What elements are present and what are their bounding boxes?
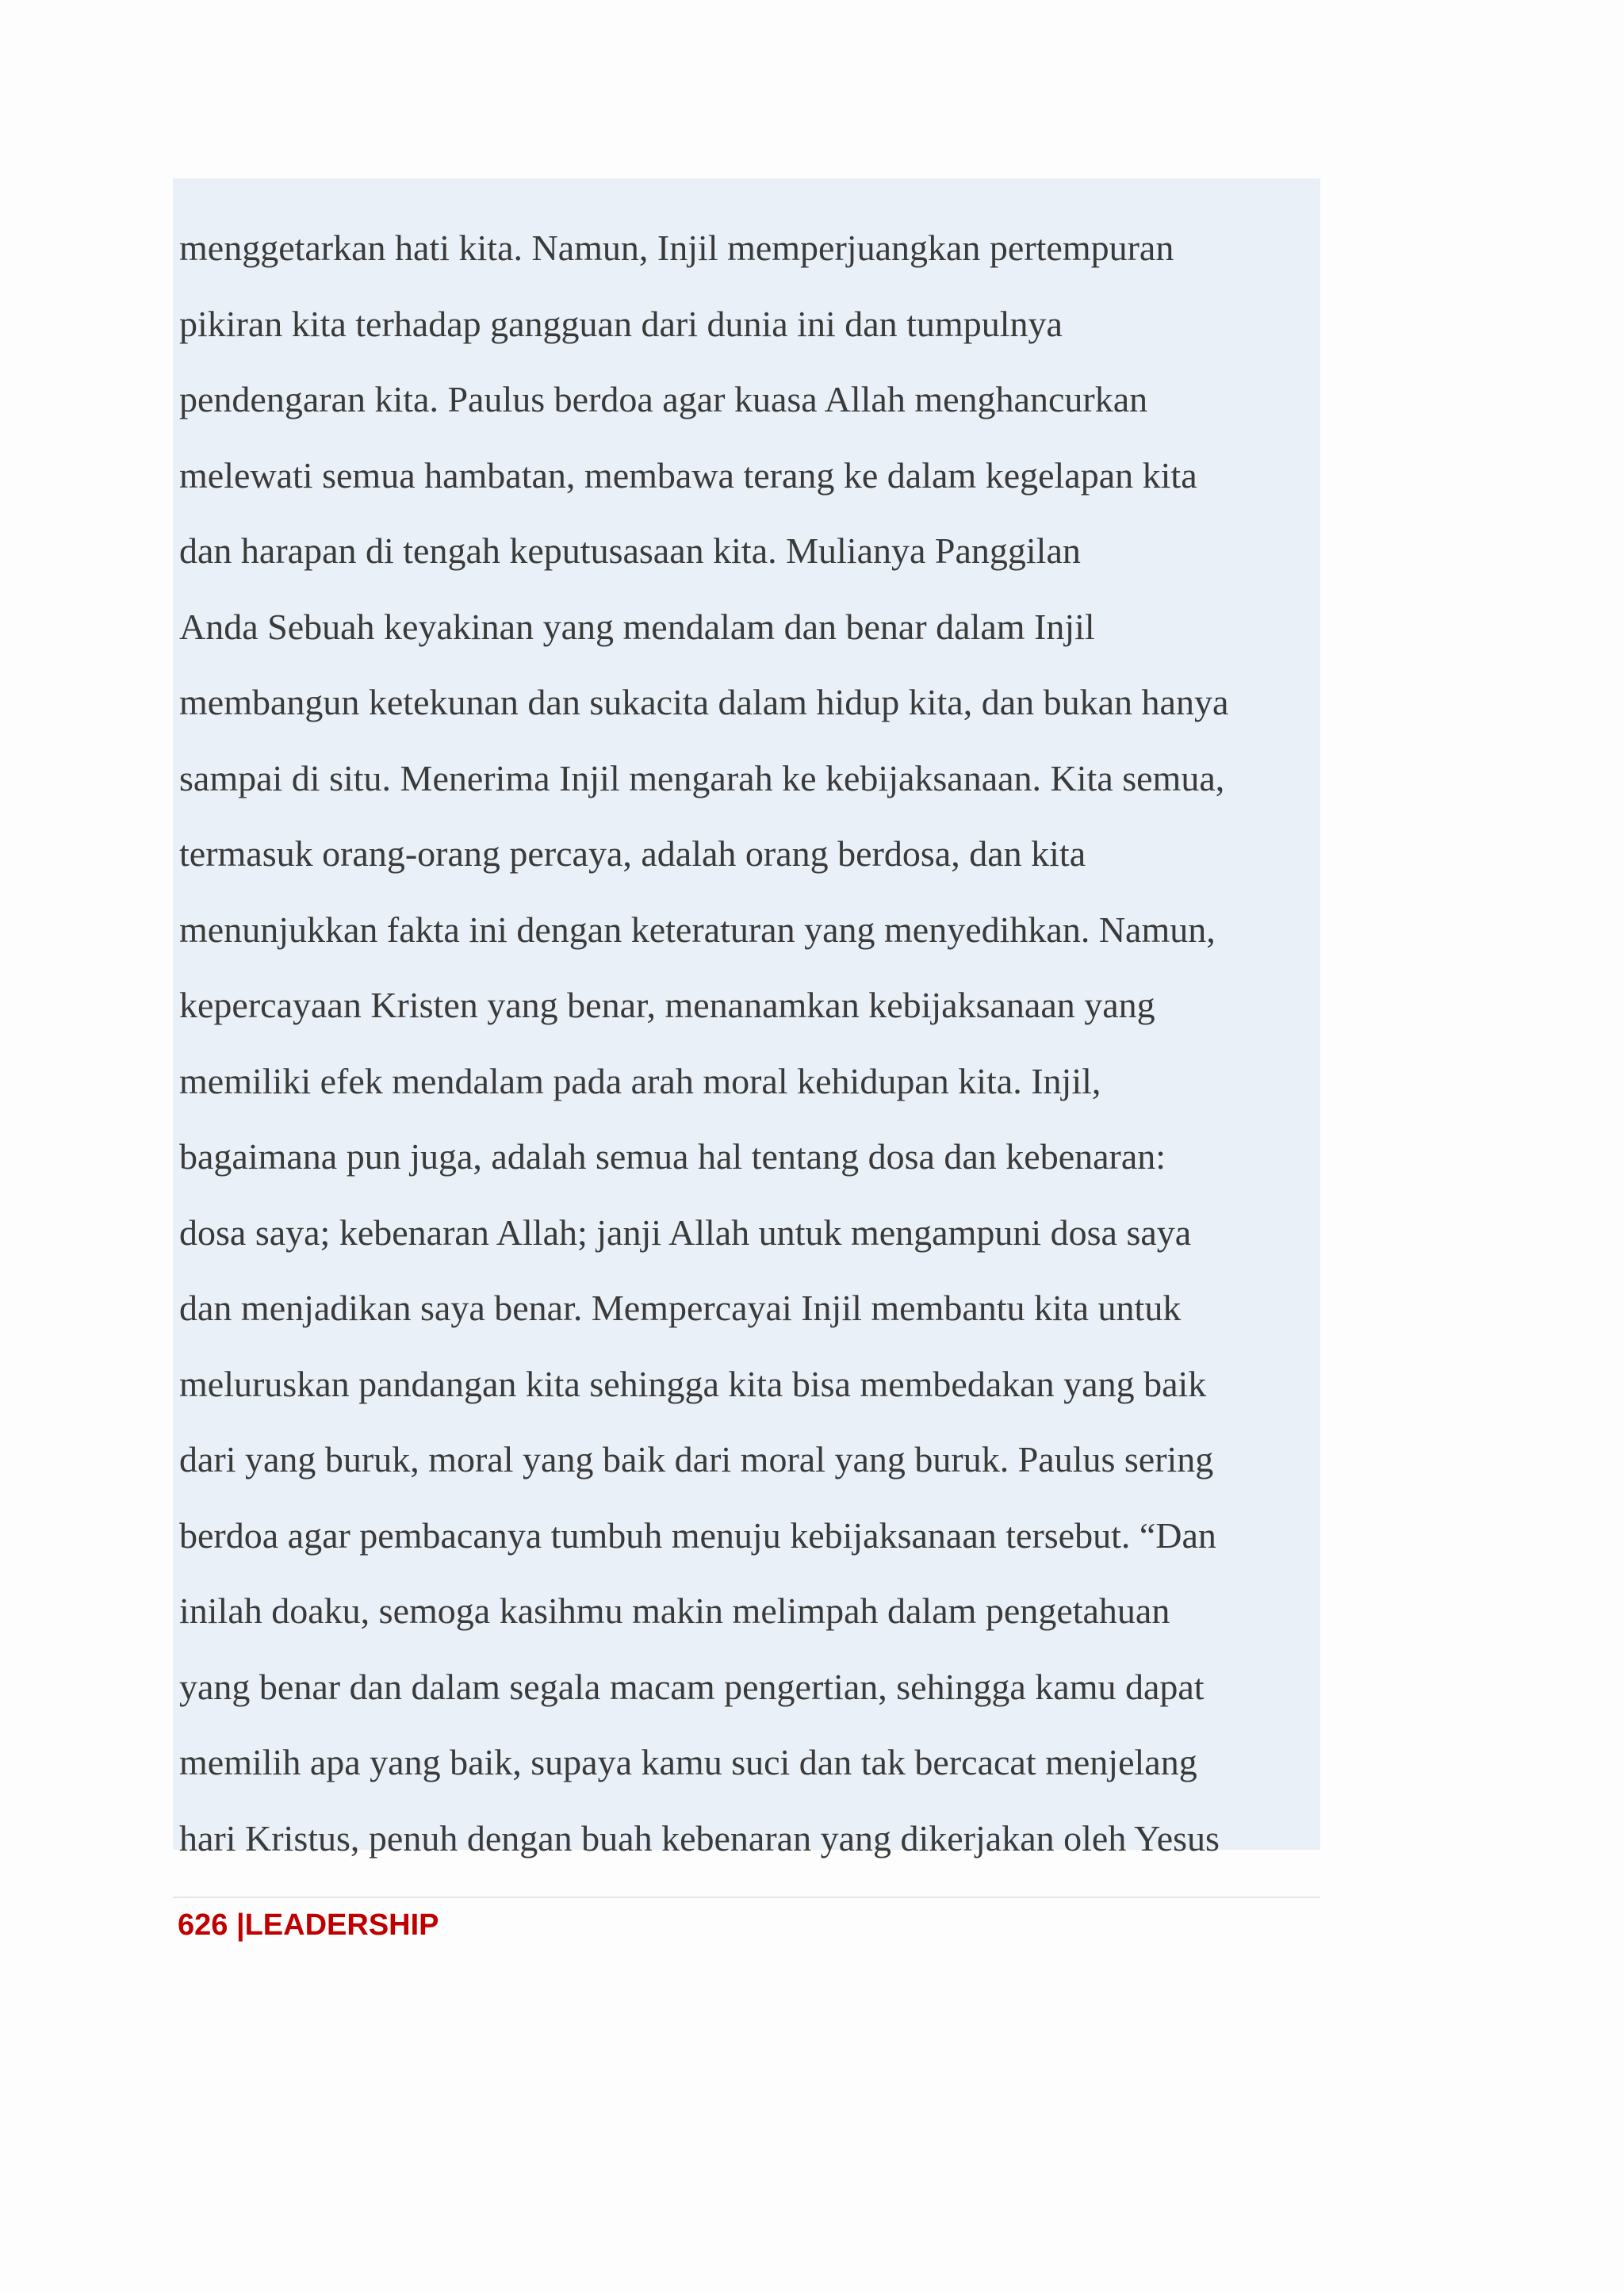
body-line: pikiran kita terhadap gangguan dari dunia ini dan tumpulnya — [179, 303, 1063, 344]
body-line: dan menjadikan saya benar. Mempercayai Injil membantu kita untuk — [179, 1288, 1182, 1328]
body-line: meluruskan pandangan kita sehingga kita bisa membedakan yang baik — [179, 1363, 1207, 1404]
body-line: menggetarkan hati kita. Namun, Injil memperjuangkan pertempuran — [179, 228, 1174, 268]
body-line: dari yang buruk, moral yang baik dari moral yang buruk. Paulus sering — [179, 1439, 1214, 1480]
body-line: yang benar dan dalam segala macam pengertian, sehingga kamu dapat — [179, 1666, 1205, 1707]
body-line: dosa saya; kebenaran Allah; janji Allah untuk mengampuni dosa saya — [179, 1212, 1192, 1253]
body-line: menunjukkan fakta ini dengan keteraturan yang menyedihkan. Namun, — [179, 909, 1216, 950]
body-line: memiliki efek mendalam pada arah moral kehidupan kita. Injil, — [179, 1060, 1101, 1101]
body-line: hari Kristus, penuh dengan buah kebenaran yang dikerjakan oleh Yesus — [179, 1817, 1220, 1859]
body-line: inilah doaku, semoga kasihmu makin melimpah dalam pengetahuan — [179, 1591, 1170, 1631]
footer-divider — [173, 1897, 1320, 1898]
page-footer-label: 626 |LEADERSHIP — [178, 1908, 439, 1942]
body-line: memilih apa yang baik, supaya kamu suci dan tak bercacat menjelang — [179, 1742, 1197, 1782]
body-line: termasuk orang-orang percaya, adalah orang berdosa, dan kita — [179, 833, 1086, 874]
body-text-block — [173, 178, 1320, 1859]
body-line: melewati semua hambatan, membawa terang ke dalam kegelapan kita — [179, 454, 1197, 496]
body-line: berdoa agar pembacanya tumbuh menuju kebijaksanaan tersebut. “Dan — [179, 1514, 1216, 1556]
body-line: sampai di situ. Menerima Injil mengarah ke kebijaksanaan. Kita semua, — [179, 757, 1225, 798]
body-line: pendengaran kita. Paulus berdoa agar kuasa Allah menghancurkan — [179, 379, 1148, 419]
body-line: bagaimana pun juga, adalah semua hal tentang dosa dan kebenaran: — [179, 1136, 1166, 1177]
body-line: Anda Sebuah keyakinan yang mendalam dan benar dalam Injil — [179, 606, 1095, 647]
body-line: dan harapan di tengah keputusasaan kita. Mulianya Panggilan — [179, 530, 1081, 571]
body-line: membangun ketekunan dan sukacita dalam hidup kita, dan bukan hanya — [179, 682, 1229, 722]
body-line: kepercayaan Kristen yang benar, menanamkan kebijaksanaan yang — [179, 985, 1155, 1025]
